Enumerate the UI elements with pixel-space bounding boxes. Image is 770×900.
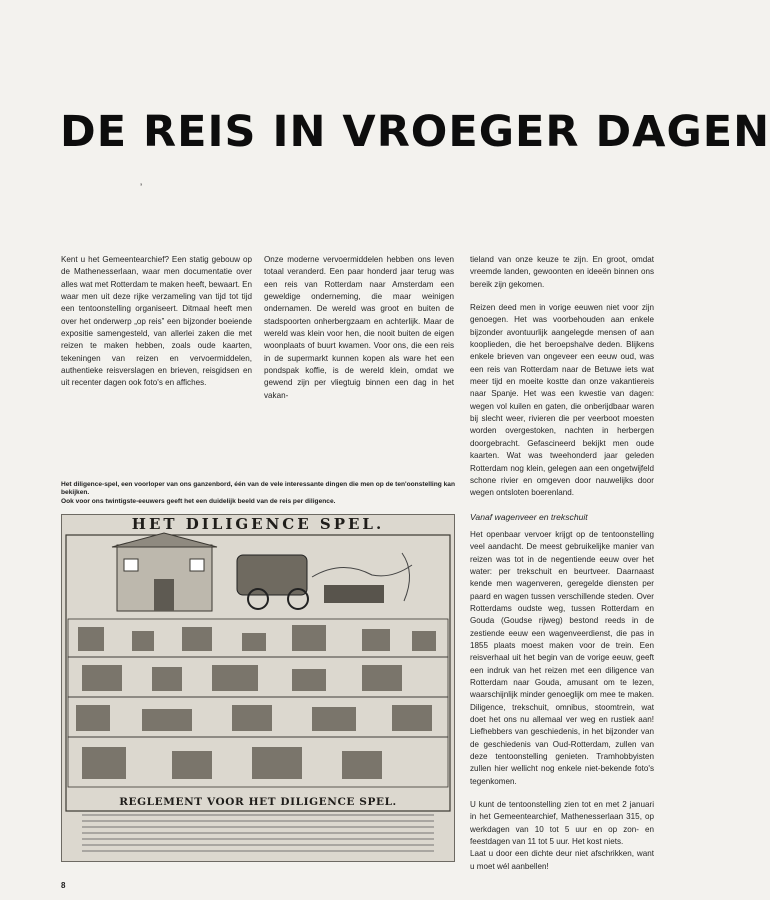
paragraph: Onze moderne vervoermiddelen hebben ons leven totaal veranderd. Een paar honderd jaar terug was een reis van Rotterdam naar Amsterdam een geweldige onderneming, die maar weinigen ondernamen. De wereld was groot en buiten de stadspoorten onherbergzaam en achterlijk. Maar de wereld was klein voor hen, die nooit buiten de eigen woonplaats of buurt kwamen. Voor ons, die een reis in de supermarkt kunnen kopen als ware het een pondspak koffie, is de wereld klein, omdat we gewend zijn per vliegtuig binnen een dag in het vakan- bbox=[264, 255, 454, 400]
paragraph: U kunt de tentoonstelling zien tot en met 2 januari in het Gemeentearchief, Mathenesserlaan 315, op werkdagen van 10 tot 5 uur en op zon- en feestdagen van 11 tot 5 uur. Het kost niets. bbox=[470, 800, 654, 847]
text-column-2 bbox=[264, 254, 454, 413]
headline: DE REIS IN VROEGER DAGEN bbox=[60, 107, 770, 157]
diligence-game-board-image bbox=[61, 514, 455, 862]
paragraph: Reizen deed men in vorige eeuwen niet voor zijn genoegen. Het was voorbehouden aan enkele bijzonder avontuurlijk aangelegde mensen of aan kooplieden, die het beroepshalve deden. Blijkens enkele brieven van ongeveer een eeuw oud, was een reis van Rotterdam naar de Betuwe iets wat meer tijd en moeite kostte dan onze vakantiereis naar Spanje. Het was een kwestie van dagen: wegen vol kuilen en gaten, die onberijdbaar waren bij slecht weer, rivieren die per veerboot moesten worden overgestoken, nachten in herbergen doorgebracht. Gefascineerd bekijkt men oude kaarten. Wat was tweehonderd jaar geleden Rotterdam nog klein, gelegen aan een ongetwijfeld schone rivier en omgeven door nauwelijks door wegen ontsloten boerenland. bbox=[470, 303, 654, 498]
stray-mark: ʼ bbox=[140, 183, 143, 194]
text-column-3 bbox=[470, 254, 654, 884]
paragraph: Kent u het Gemeentearchief? Een statig gebouw op de Mathenesserlaan, waar men documentatie over alles wat met Rotterdam te maken heeft, bewaart. En waar men uit deze rijke verzameling van tijd tot tijd een tentoonstelling organiseert. Ditmaal heeft men over het onderwerp „op reis” een bijzonder boeiende expositie samengesteld, van allerlei zaken die met reizen te maken hebben, zoals oude kaarten, tekeningen van reizen en vervoermiddelen, authentieke reisverslagen en brieven, reisgidsen en uit recenter dagen ook foto's en affiches. bbox=[61, 255, 252, 388]
paragraph: tieland van onze keuze te zijn. En groot, omdat vreemde landen, gewoonten en ideeën binnen ons bereik zijn gekomen. bbox=[470, 255, 654, 289]
caption-line: Het diligence-spel, een voorloper van ons ganzenbord, één van de vele interessante dingen die men op de ten'oonstelling kan bekijken. bbox=[61, 481, 455, 497]
figure-caption bbox=[61, 481, 456, 506]
figure-title: HET DILIGENCE SPEL. bbox=[131, 515, 385, 533]
paragraph: Het openbaar vervoer krijgt op de tentoonstelling veel aandacht. De meest gebruikelijke manier van reizen was tot in de negentiende eeuw over het water: per trekschuit en beurtveer. Daarnaast kende men wagenveren, geregelde diensten per paard en wagen tussen verschillende steden. Over Rotterdams oudste weg, tussen Rotterdam en Gouda (Goudse rijweg) bestond reeds in de zestiende eeuw een wagenveerdienst, die pas in 1855 plaats moest maken voor de trein. Een reisverhaal uit het begin van de vorige eeuw, geeft een indruk van het reizen met een diligence van Rotterdam naar Gouda, amusant om te lezen, waarschijnlijk minder genoeglijk om mee te maken. Diligence, trekschuit, omnibus, stoomtrein, wat doet het ons nu allemaal ver weg en rustiek aan! Liefhebbers van geschiedenis, in het bijzonder van de geschiedenis van Oud-Rotterdam, zullen van deze tentoonstelling genieten. Tramhobbyisten zullen hier wellicht nog enkele niet-bekende foto's tegenkomen. bbox=[470, 529, 654, 786]
paragraph: Laat u door een dichte deur niet afschrikken, want u moet wél aanbellen! bbox=[470, 849, 654, 871]
subheading: Vanaf wagenveer en trekschuit bbox=[470, 511, 588, 522]
figure-subtitle: REGLEMENT VOOR HET DILIGENCE SPEL. bbox=[119, 796, 397, 808]
game-board-illustration bbox=[62, 515, 454, 861]
page-number: 8 bbox=[61, 881, 66, 890]
text-column-1 bbox=[61, 254, 252, 401]
caption-line: Ook voor ons twintigste-eeuwers geeft het een duidelijk beeld van de reis per diligence. bbox=[61, 497, 336, 505]
